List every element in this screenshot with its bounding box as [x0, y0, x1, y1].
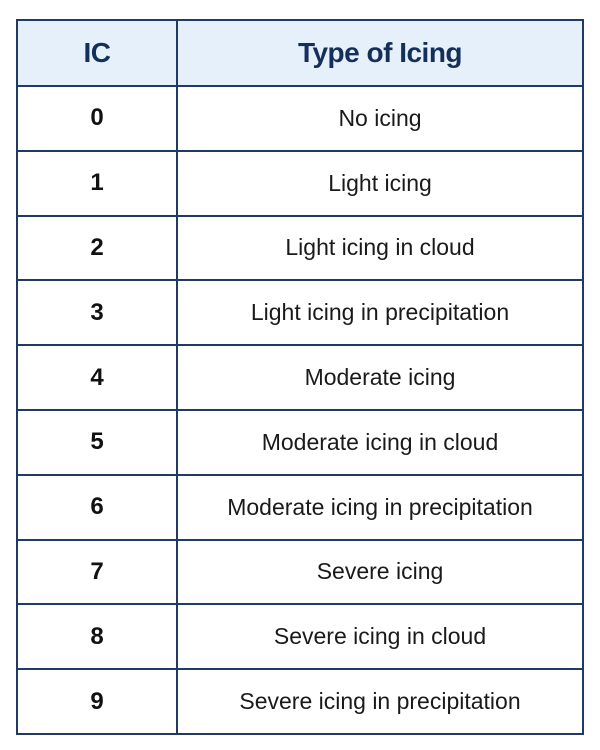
icing-type-cell: Moderate icing in cloud: [177, 410, 583, 475]
table-row: [17, 475, 583, 540]
table-row: [17, 345, 583, 410]
table-row: [17, 604, 583, 669]
header-ic: IC: [17, 20, 177, 86]
ic-code-cell: 3: [17, 280, 177, 345]
icing-type-cell: Severe icing: [177, 540, 583, 605]
table-row: [17, 86, 583, 151]
table-row: [17, 540, 583, 605]
table-row: [17, 216, 583, 281]
header-type-of-icing: Type of Icing: [177, 20, 583, 86]
icing-table-container: [16, 19, 582, 733]
table-row: [17, 669, 583, 734]
table-row: [17, 151, 583, 216]
icing-type-cell: Light icing: [177, 151, 583, 216]
icing-type-cell: Light icing in cloud: [177, 216, 583, 281]
ic-code-cell: 1: [17, 151, 177, 216]
icing-type-cell: Severe icing in precipitation: [177, 669, 583, 734]
icing-type-table: [16, 19, 584, 735]
icing-type-cell: Light icing in precipitation: [177, 280, 583, 345]
table-row: [17, 410, 583, 475]
ic-code-cell: 0: [17, 86, 177, 151]
table-row: [17, 280, 583, 345]
ic-code-cell: 8: [17, 604, 177, 669]
ic-code-cell: 6: [17, 475, 177, 540]
icing-type-cell: Moderate icing in precipitation: [177, 475, 583, 540]
icing-type-cell: Severe icing in cloud: [177, 604, 583, 669]
icing-type-cell: No icing: [177, 86, 583, 151]
icing-type-cell: Moderate icing: [177, 345, 583, 410]
table-header-row: [17, 20, 583, 86]
ic-code-cell: 4: [17, 345, 177, 410]
ic-code-cell: 2: [17, 216, 177, 281]
ic-code-cell: 7: [17, 540, 177, 605]
ic-code-cell: 5: [17, 410, 177, 475]
ic-code-cell: 9: [17, 669, 177, 734]
